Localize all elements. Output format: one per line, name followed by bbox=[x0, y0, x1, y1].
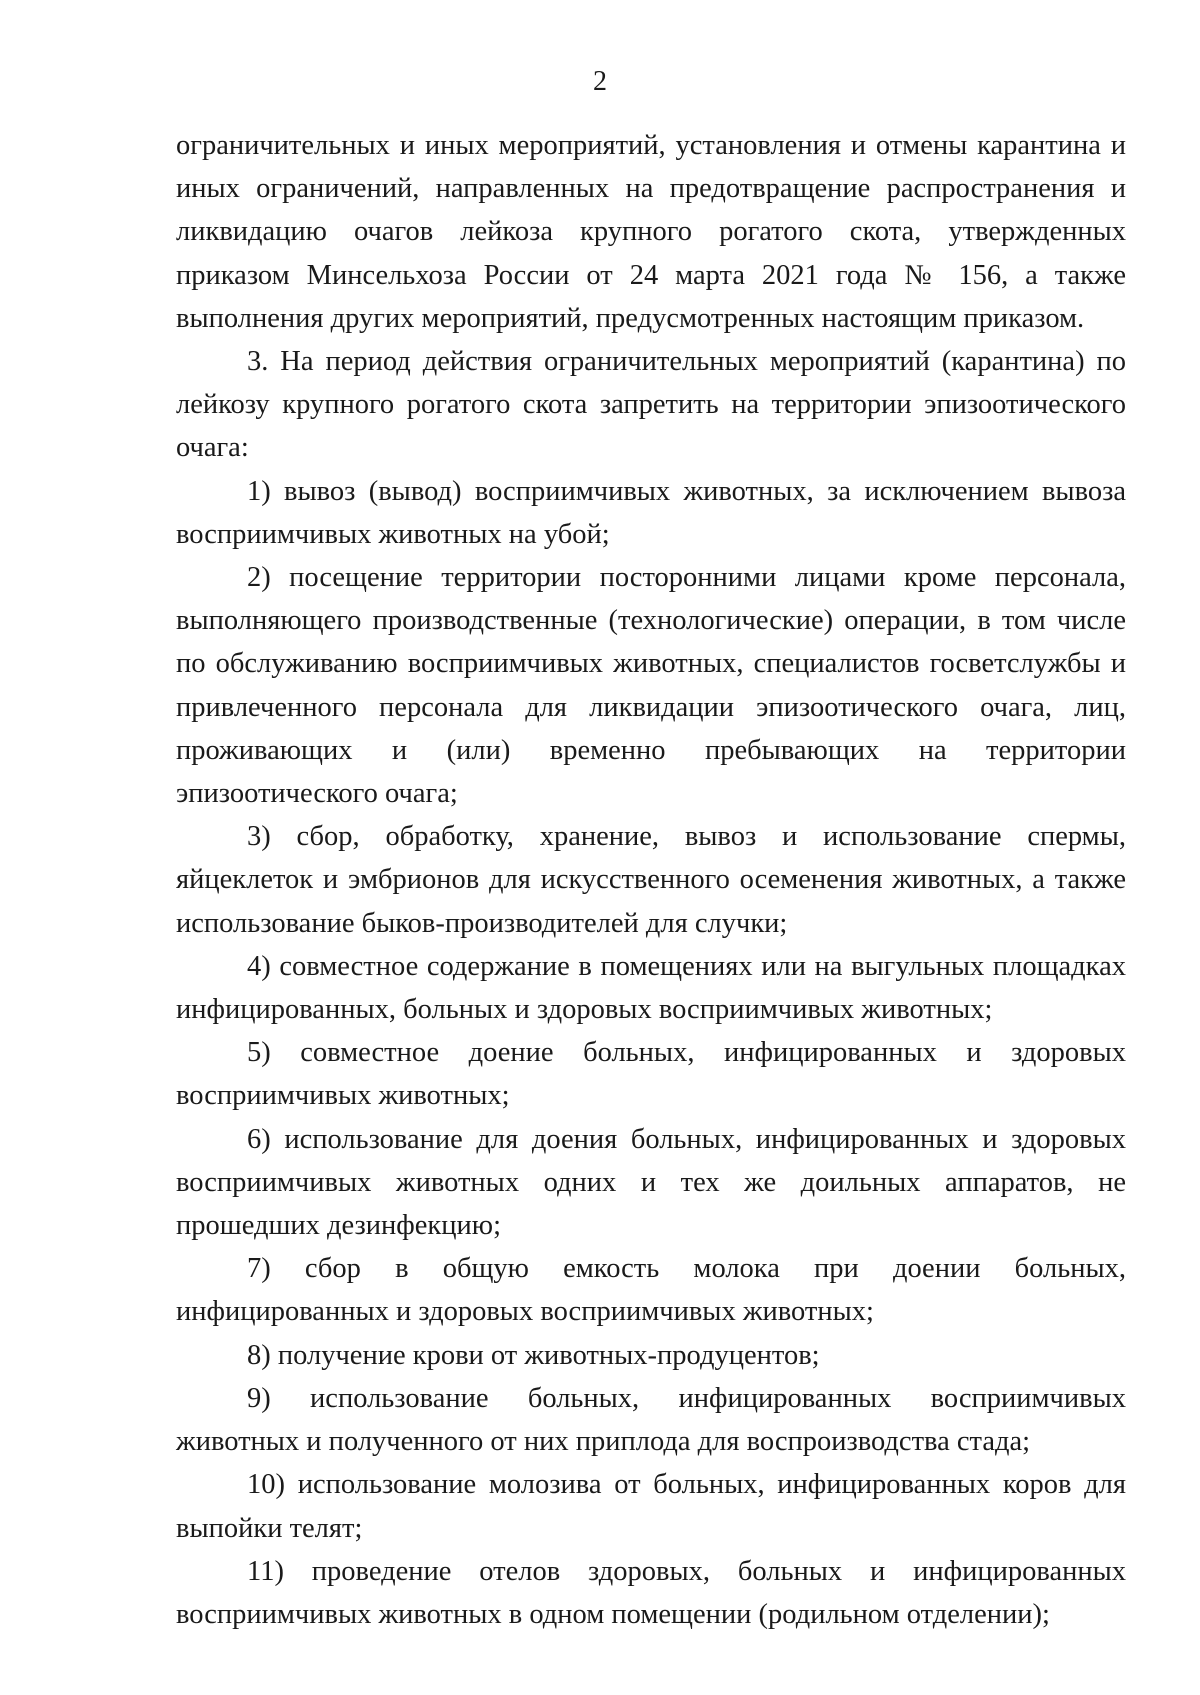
list-item-11: 11) проведение отелов здоровых, больных и инфицированных восприимчивых животных в одном помещении (родильном отделении); bbox=[176, 1555, 1126, 1630]
paragraph-item-3: 3. На период действия ограничительных мероприятий (карантина) по лейкозу крупного рогатого скота запретить на территории эпизоотического очага: bbox=[176, 346, 1126, 464]
list-item-9: 9) использование больных, инфицированных восприимчивых животных и полученного от них приплода для воспроизводства стада; bbox=[176, 1382, 1126, 1458]
paragraph-continuation: ограничительных и иных мероприятий, установления и отмены карантина и иных ограничений, направленных на предотвращение распространения и ликвидацию очагов лейкоза крупного рогатого скота, утвержденных приказом Минсельхоза России от 24 марта 2021 года № 156, а также выполнения других мероприятий, предусмотренных настоящим приказом. bbox=[176, 130, 1126, 334]
document-body bbox=[176, 124, 1126, 1636]
page-number: 2 bbox=[593, 66, 607, 97]
list-item-6: 6) использование для доения больных, инфицированных и здоровых восприимчивых животных одних и тех же доильных аппаратов, не прошедших дезинфекцию; bbox=[176, 1123, 1126, 1242]
list-item-2: 2) посещение территории посторонними лицами кроме персонала, выполняющего производственные (технологические) операции, в том числе по обслуживанию восприимчивых животных, специалистов госветслужбы и привлеченного персонала для ликвидации эпизоотического очага, лиц, проживающих и (или) временно пребывающих на территории эпизоотического очага; bbox=[176, 562, 1126, 810]
list-item-7: 7) сбор в общую емкость молока при доении больных, инфицированных и здоровых восприимчивых животных; bbox=[176, 1253, 1126, 1328]
list-item-5: 5) совместное доение больных, инфицированных и здоровых восприимчивых животных; bbox=[176, 1037, 1126, 1112]
list-item-8: 8) получение крови от животных-продуцентов; bbox=[247, 1339, 820, 1371]
list-item-4: 4) совместное содержание в помещениях или на выгульных площадках инфицированных, больных и здоровых восприимчивых животных; bbox=[176, 950, 1126, 1026]
list-item-1: 1) вывоз (вывод) восприимчивых животных, за исключением вывоза восприимчивых животных на убой; bbox=[176, 475, 1126, 550]
list-item-3: 3) сбор, обработку, хранение, вывоз и использование спермы, яйцеклеток и эмбрионов для искусственного осеменения животных, а также использование быков-производителей для случки; bbox=[176, 821, 1126, 939]
list-item-10: 10) использование молозива от больных, инфицированных коров для выпойки телят; bbox=[176, 1469, 1126, 1544]
